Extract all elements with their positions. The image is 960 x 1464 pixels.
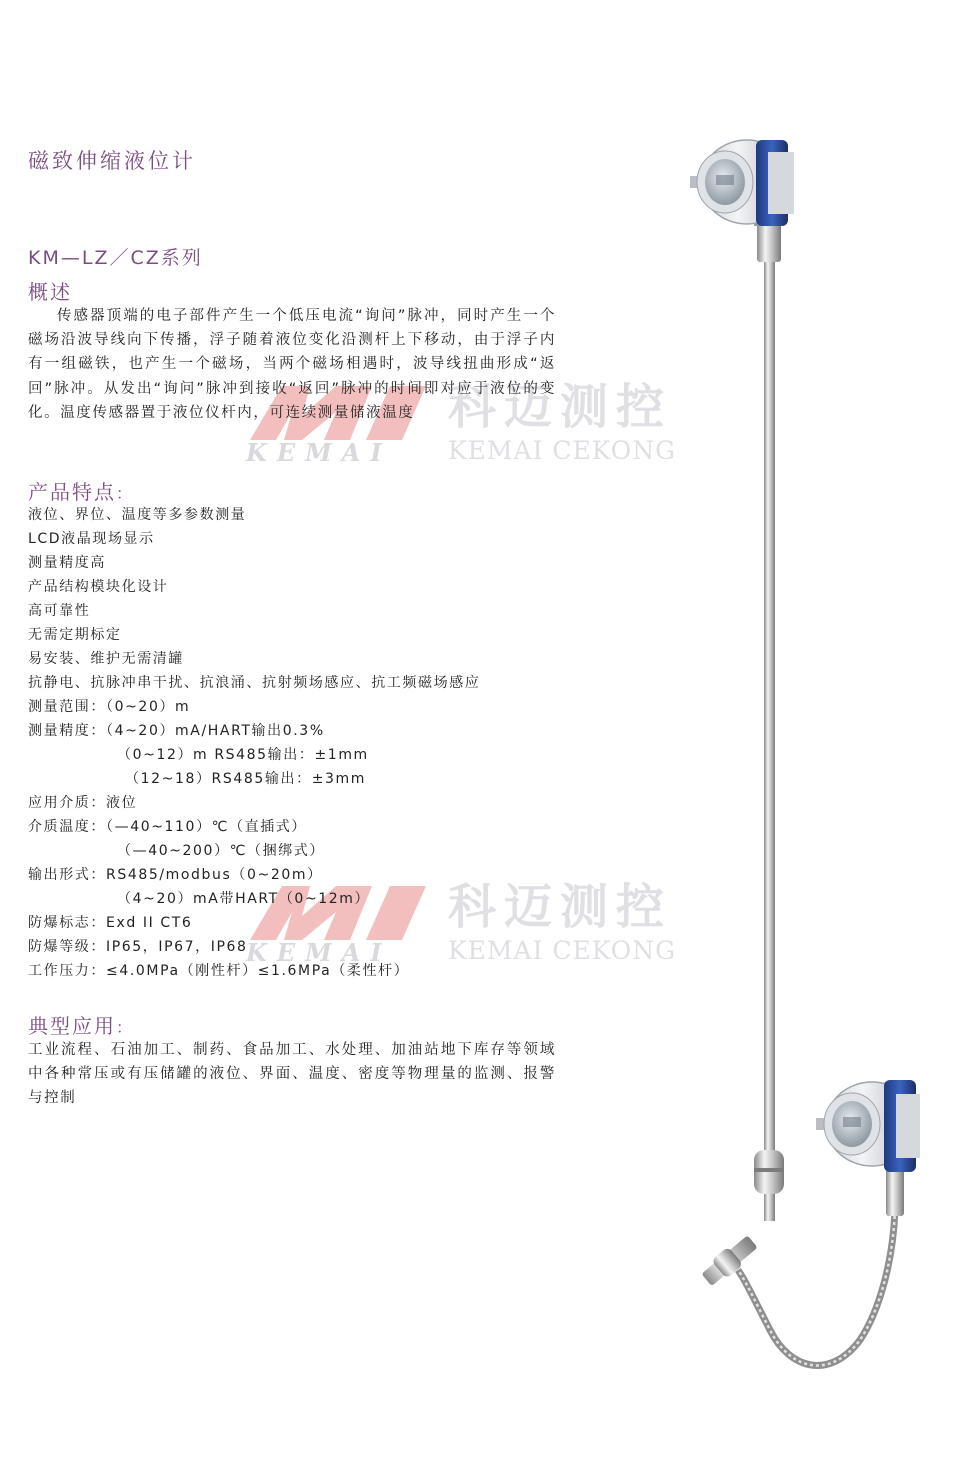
watermark-chinese: 科迈测控 — [448, 379, 673, 435]
applications-heading-text: 典型应用 — [28, 1014, 116, 1038]
measuring-rod — [764, 256, 775, 1221]
overview-heading-text: 概述 — [28, 280, 72, 304]
feature-item: （—40~200）℃（捆绑式） — [117, 843, 325, 859]
watermark-chinese: 科迈测控 — [448, 879, 673, 935]
watermark-brand: KEMAI — [246, 938, 392, 967]
feature-item: LCD液晶现场显示 — [28, 531, 155, 547]
rigid-level-meter — [690, 140, 794, 1221]
feature-item: 无需定期标定 — [28, 627, 122, 643]
feature-item: 测量精度：（4~20）mA/HART输出0.3% — [28, 723, 325, 739]
feature-item: （12~18）RS485输出：±3mm — [125, 771, 367, 787]
transmitter-housing — [701, 140, 793, 224]
float — [754, 1150, 784, 1194]
overview-text — [28, 304, 556, 425]
applications-text — [28, 1038, 556, 1110]
feature-item: 防爆等级：IP65，IP67，IP68 — [28, 939, 248, 955]
series-label: KM—LZ／CZ系列 — [28, 247, 203, 269]
features-heading — [28, 476, 134, 505]
probe-end — [701, 1235, 757, 1286]
feature-item: 高可靠性 — [28, 603, 91, 619]
lcd-screen — [832, 1101, 872, 1147]
lcd-screen — [705, 159, 745, 205]
features-heading-text: 产品特点 — [28, 480, 116, 504]
flexible-level-meter — [699, 1080, 920, 1365]
feature-item: 工作压力：≤4.0MPa（刚性杆）≤1.6MPa（柔性杆） — [28, 963, 410, 979]
blue-flange — [884, 1080, 916, 1172]
applications-heading-colon: ： — [116, 1018, 135, 1037]
feature-item: 液位、界位、温度等多参数测量 — [28, 507, 247, 523]
watermark-english: KEMAI CEKONG — [448, 936, 677, 965]
feature-item: 测量范围：（0~20）m — [28, 699, 191, 715]
watermark-english: KEMAI CEKONG — [448, 436, 677, 465]
feature-item: 易安装、维护无需清罐 — [28, 651, 184, 667]
feature-item: 输出形式：RS485/modbus（0~20m） — [28, 867, 323, 883]
features-heading-colon: ： — [116, 484, 135, 503]
rod-fitting — [757, 222, 781, 262]
feature-item: 防爆标志：Exd II CT6 — [28, 915, 193, 931]
feature-item: 抗静电、抗脉冲串干扰、抗浪涌、抗射频场感应、抗工频磁场感应 — [28, 675, 481, 691]
page-title: 磁致伸缩液位计 — [28, 149, 196, 173]
applications-heading — [28, 1010, 134, 1039]
feature-item: 产品结构模块化设计 — [28, 579, 169, 595]
overview-paragraph: 传感器顶端的电子部件产生一个低压电流“询问”脉冲，同时产生一个磁场沿波导线向下传播，浮子随着液位变化沿测杆上下移动，由于浮子内有一组磁铁，也产生一个磁场，当两个磁场相遇时，波导线扭曲形成“返回”脉冲。从发出“询问”脉冲到接收“返回”脉冲的时间即对应于液位的变化。温度传感器置于液位仪杆内，可连续测量储液温度 — [28, 308, 556, 421]
transmitter-housing — [826, 1082, 918, 1166]
feature-item: （0~12）m RS485输出：±1mm — [117, 747, 369, 763]
feature-item: 应用介质：液位 — [28, 795, 138, 811]
blue-flange — [756, 140, 788, 226]
watermark-brand: KEMAI — [246, 438, 392, 467]
features-list — [28, 503, 568, 983]
hose-fitting — [886, 1168, 904, 1216]
feature-item: 测量精度高 — [28, 555, 106, 571]
flexible-hose — [738, 1210, 895, 1365]
feature-item: （4~20）mA带HART（0~12m） — [117, 891, 371, 907]
overview-heading — [28, 276, 72, 305]
applications-paragraph: 工业流程、石油加工、制药、食品加工、水处理、加油站地下库存等领域中各种常压或有压储罐的液位、界面、温度、密度等物理量的监测、报警与控制 — [28, 1042, 556, 1106]
feature-item: 介质温度：（—40~110）℃（直插式） — [28, 819, 307, 835]
